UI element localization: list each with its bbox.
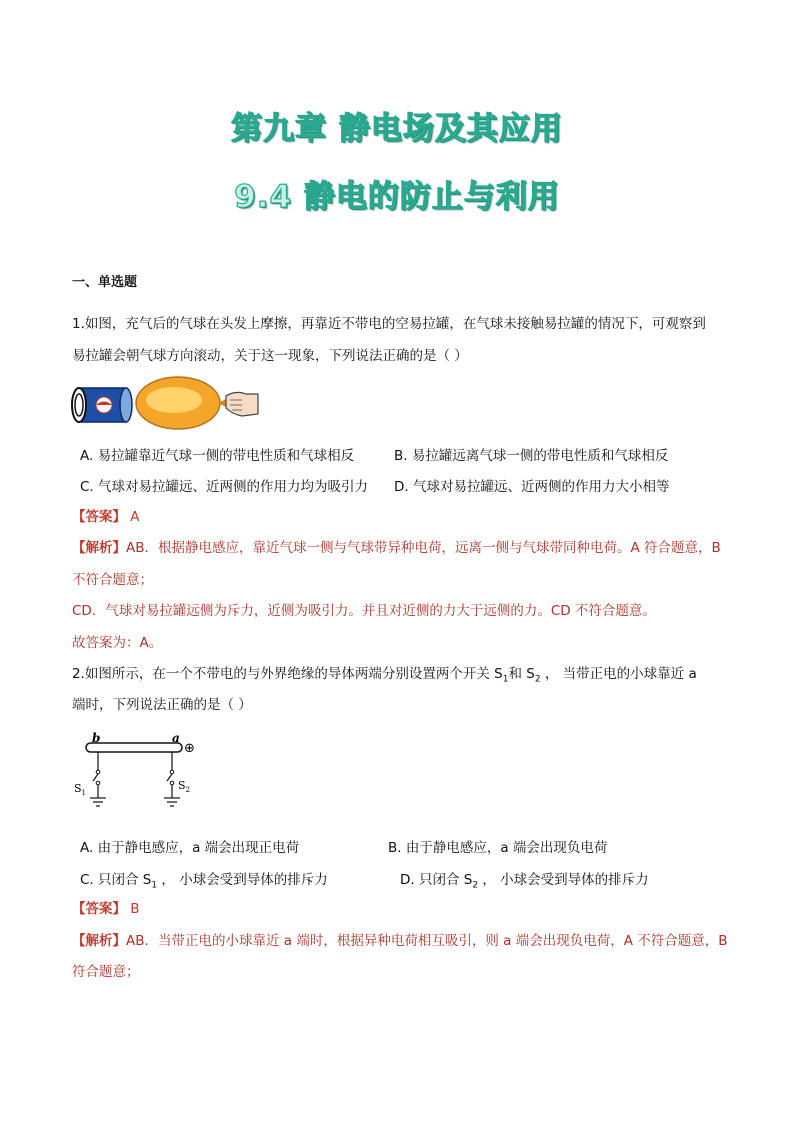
- analysis-tag: 【解析】: [72, 933, 126, 949]
- section-heading: 一、单选题: [72, 275, 138, 290]
- answer-value: B: [130, 901, 140, 917]
- q2-option-b: B. 由于静电感应，a 端会出现负电荷: [388, 840, 608, 856]
- balloon-can-figure: [70, 374, 260, 436]
- switch-s2-icon: [167, 774, 172, 781]
- q2-option-c: C. 只闭合 $S_1$ ， 小球会受到导体的排斥力: [80, 872, 328, 891]
- analysis-text: AB．根据静电感应，靠近气球一侧与气球带异种电荷，远离一侧与气球带同种电荷。A 符合题意，B: [126, 540, 721, 556]
- answer-tag: 【答案】: [72, 509, 126, 525]
- label-a: a: [172, 731, 180, 745]
- q1-option-a: A. 易拉罐靠近气球一侧的带电性质和气球相反: [80, 448, 355, 464]
- balloon-icon: [136, 377, 226, 429]
- q2-option-d: D. 只闭合 $S_2$ ， 小球会受到导体的排斥力: [400, 872, 649, 891]
- q2-stem-line2: 端时，下列说法正确的是（ ）: [72, 697, 252, 713]
- label-s2: $S_2$: [178, 779, 191, 794]
- q1-option-d: D. 气球对易拉罐远、近两侧的作用力大小相等: [394, 479, 670, 495]
- lesson-title: 9.4 静电的防止与利用: [234, 179, 560, 215]
- q2-option-a: A. 由于静电感应，a 端会出现正电荷: [80, 840, 300, 856]
- q1-answer: [72, 507, 140, 527]
- label-s1: $S_1$: [74, 782, 87, 797]
- q1-option-b: B. 易拉罐远离气球一侧的带电性质和气球相反: [394, 448, 669, 464]
- can-icon: [72, 388, 132, 422]
- q2-answer: [72, 899, 140, 919]
- analysis-text: AB．当带正电的小球靠近 a 端时，根据异种电荷相互吸引，则 a 端会出现负电荷，A 不符合题意，B: [126, 933, 728, 949]
- q2-stem-line1: 2.如图所示，在一个不带电的与外界绝缘的导体两端分别设置两个开关 $S_1$和 $S_2$ ， 当带正电的小球靠近 a: [72, 666, 697, 685]
- q1-analysis-line1: [72, 538, 721, 558]
- q2-analysis-line1: [72, 931, 728, 951]
- chapter-title: 第九章 静电场及其应用: [231, 111, 563, 147]
- q1-stem-line1: 1.如图，充气后的气球在头发上摩擦，再靠近不带电的空易拉罐，在气球未接触易拉罐的情况下，可观察到: [72, 316, 706, 332]
- positive-charge-icon: ⊕: [184, 741, 195, 756]
- answer-value: A: [130, 509, 140, 525]
- q2-analysis-line2: 符合题意；: [72, 964, 140, 980]
- q1-analysis-line3: CD．气球对易拉罐远侧为斥力，近侧为吸引力。并且对近侧的力大于远侧的力。CD 不符合题意。: [72, 603, 656, 619]
- conductor-switch-figure: [68, 728, 208, 820]
- hand-icon: [226, 392, 258, 416]
- q1-analysis-line2: 不符合题意；: [72, 572, 153, 588]
- q1-stem-line2: 易拉罐会朝气球方向滚动，关于这一现象，下列说法正确的是（ ）: [72, 348, 468, 364]
- analysis-tag: 【解析】: [72, 540, 126, 556]
- answer-tag: 【答案】: [72, 901, 126, 917]
- switch-s1-icon: [93, 774, 98, 781]
- q1-analysis-line4: 故答案为：A。: [72, 635, 163, 651]
- conductor-bar: [86, 743, 182, 752]
- label-b: b: [92, 731, 101, 745]
- q1-option-c: C. 气球对易拉罐远、近两侧的作用力均为吸引力: [80, 479, 369, 495]
